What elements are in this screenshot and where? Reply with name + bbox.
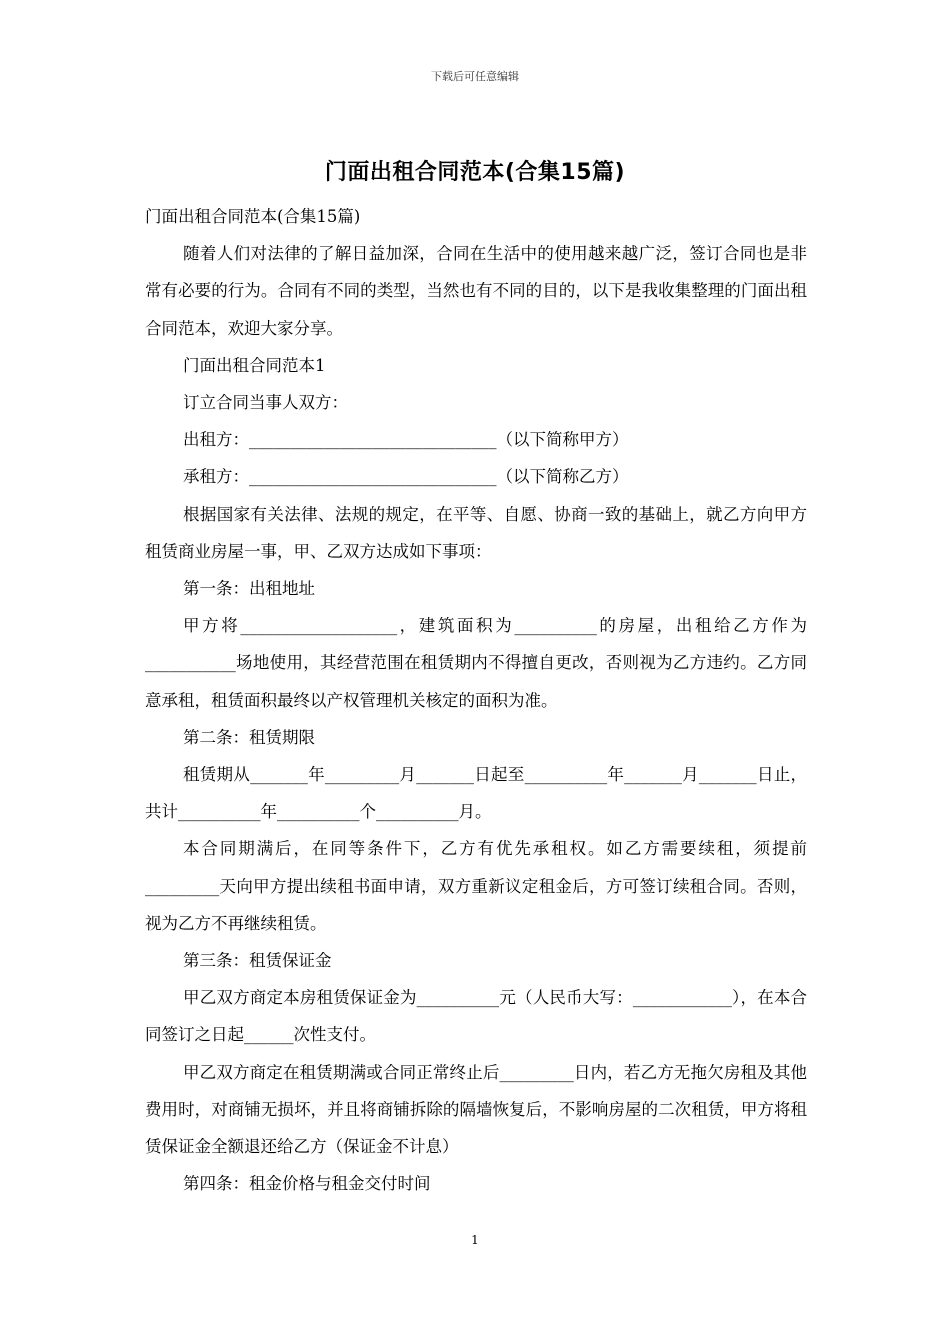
basis-paragraph: 根据国家有关法律、法规的规定，在平等、自愿、协商一致的基础上，就乙方向甲方租赁商业房屋一事，甲、乙双方达成如下事项： xyxy=(145,504,807,561)
article-3-refund: 甲乙双方商定在租赁期满或合同正常终止后_________日内，若乙方无拖欠房租及其他费用时，对商铺无损坏，并且将商铺拆除的隔墙恢复后，不影响房屋的二次租赁，甲方将租赁保证金全额退还给乙方（保证金不计息） xyxy=(145,1062,807,1157)
intro-paragraph: 随着人们对法律的了解日益加深，合同在生活中的使用越来越广泛，签订合同也是非常有必要的行为。合同有不同的类型，当然也有不同的目的，以下是我收集整理的门面出租合同范本，欢迎大家分享。 xyxy=(145,244,807,338)
document-body xyxy=(145,198,807,1202)
article-1-heading: 第一条：出租地址 xyxy=(183,579,315,599)
article-3-deposit: 甲乙双方商定本房租赁保证金为__________元（人民币大写：____________），在本合同签订之日起______次性支付。 xyxy=(145,988,807,1045)
article-2-renewal: 本合同期满后，在同等条件下，乙方有优先承租权。如乙方需要续租，须提前_________天向甲方提出续租书面申请，双方重新议定租金后，方可签订续租合同。否则，视为乙方不再继续租赁。 xyxy=(145,839,807,933)
article-1-body: 甲方将___________________，建筑面积为__________的房屋，出租给乙方作为___________场地使用，其经营范围在租赁期内不得擅自更改，否则视为乙方违约。乙方同意承租，租赁面积最终以产权管理机关核定的面积为准。 xyxy=(145,616,807,710)
subtitle-paragraph: 门面出租合同范本(合集15篇) xyxy=(145,207,361,226)
article-4-heading: 第四条：租金价格与租金交付时间 xyxy=(183,1174,431,1194)
article-2-term: 租赁期从_______年_________月_______日起至__________年_______月_______日止，共计__________年__________个__________月。 xyxy=(145,765,807,822)
lessee-line: 承租方：______________________________（以下简称乙方） xyxy=(183,467,629,487)
lessor-line: 出租方：______________________________（以下简称甲方） xyxy=(183,430,629,450)
article-2-heading: 第二条：租赁期限 xyxy=(183,727,315,747)
article-3-heading: 第三条：租赁保证金 xyxy=(183,951,332,971)
page-header: 下载后可任意编辑 xyxy=(431,70,519,83)
document-title: 门面出租合同范本(合集15篇) xyxy=(324,160,626,185)
section-heading: 门面出租合同范本1 xyxy=(183,355,326,375)
page-number: 1 xyxy=(471,1233,479,1247)
parties-label: 订立合同当事人双方： xyxy=(183,393,348,413)
